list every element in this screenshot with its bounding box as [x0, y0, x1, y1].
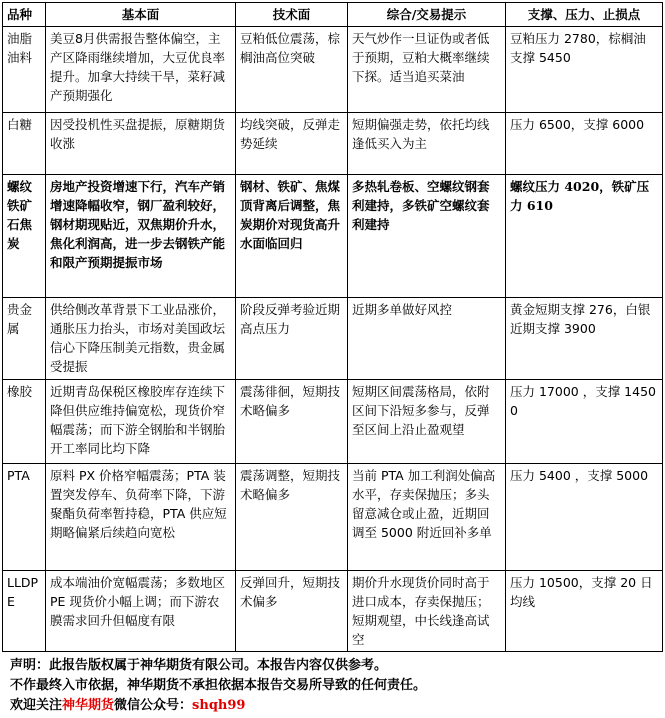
header-commodity: 品种: [3, 3, 46, 27]
row-levels: 豆粕压力 2780，棕榈油支撑 5450: [506, 27, 663, 113]
row-summary: 期价升水现货价同时高于进口成本，存卖保抛压；短期观望，中长线逢高试空: [348, 571, 506, 652]
brand-name: 神华期货: [62, 698, 115, 713]
row-commodity-name: PTA: [3, 464, 46, 571]
wechat-label: 微信公众号：: [114, 698, 193, 713]
row-summary: 多热轧卷板、空螺纹钢套利建持，多铁矿空螺纹套利建持: [348, 175, 506, 298]
header-summary: 综合/交易提示: [348, 3, 506, 27]
table-row: [3, 27, 663, 113]
row-summary: 短期偏强走势，依托均线逢低买入为主: [348, 113, 506, 175]
row-technical: 震荡调整，短期技术略偏多: [236, 464, 348, 571]
wechat-prefix: 欢迎关注: [10, 698, 63, 713]
row-levels: 压力 6500，支撑 6000: [506, 113, 663, 175]
row-levels: 压力 10500，支撑 20 日均线: [506, 571, 663, 652]
row-levels: 压力 17000 ，支撑 14500: [506, 380, 663, 464]
row-levels: 黄金短期支撑 276，白银近期支撑 3900: [506, 298, 663, 380]
row-summary: 短期区间震荡格局，依附区间下沿短多参与，反弹至区间上沿止盈观望: [348, 380, 506, 464]
row-fundamental: 因受投机性买盘提振，原糖期货收涨: [46, 113, 236, 175]
row-technical: 均线突破，反弹走势延续: [236, 113, 348, 175]
row-commodity-name: 螺纹铁矿石焦炭: [3, 175, 46, 298]
disclaimer-footer: [2, 656, 662, 716]
row-technical: 钢材、铁矿、焦煤顶背离后调整，焦炭期价对现货高升水面临回归: [236, 175, 348, 298]
header-levels: 支撑、压力、止损点: [506, 3, 663, 27]
table-row: [3, 571, 663, 652]
row-levels: 螺纹压力 4020，铁矿压力 610: [506, 175, 663, 298]
table-row: [3, 113, 663, 175]
table-header-row: [3, 3, 663, 27]
row-summary: 当前 PTA 加工利润处偏高水平，存卖保抛压；多头留意减仓或止盈，近期回调至 5000 附近回补多单: [348, 464, 506, 571]
row-fundamental: 原料 PX 价格窄幅震荡；PTA 装置突发停车、负荷率下降，下游聚酯负荷率暂持稳，PTA 供应短期略偏紧后续趋向宽松: [46, 464, 236, 571]
report-container: [2, 2, 662, 716]
row-commodity-name: 油脂油料: [3, 27, 46, 113]
row-summary: 近期多单做好风控: [348, 298, 506, 380]
row-summary: 天气炒作一旦证伪或者低于预期，豆粕大概率继续下探。适当追买菜油: [348, 27, 506, 113]
row-technical: 反弹回升，短期技术偏多: [236, 571, 348, 652]
wechat-line: [10, 696, 662, 716]
wechat-id: shqh99: [192, 698, 246, 713]
row-levels: 压力 5400 ，支撑 5000: [506, 464, 663, 571]
row-commodity-name: 贵金属: [3, 298, 46, 380]
row-fundamental: 近期青岛保税区橡胶库存连续下降但供应维持偏宽松，现货价窄幅震荡；而下游全钢胎和半钢胎开工率同比均下降: [46, 380, 236, 464]
header-technical: 技术面: [236, 3, 348, 27]
commodity-table: [2, 2, 663, 652]
table-row: [3, 380, 663, 464]
disclaimer-line-2: 不作最终入市依据，神华期货不承担依据本报告交易所导致的任何责任。: [10, 678, 427, 693]
row-commodity-name: 橡胶: [3, 380, 46, 464]
row-technical: 阶段反弹考验近期高点压力: [236, 298, 348, 380]
row-technical: 豆粕低位震荡，棕榈油高位突破: [236, 27, 348, 113]
header-fundamental: 基本面: [46, 3, 236, 27]
disclaimer-line-1: 声明：此报告版权属于神华期货有限公司。本报告内容仅供参考。: [10, 658, 388, 673]
row-commodity-name: LLDPE: [3, 571, 46, 652]
row-fundamental: 供给侧改革背景下工业品涨价，通胀压力抬头，市场对美国政坛信心下降压制美元指数，贵金属受提振: [46, 298, 236, 380]
row-fundamental: 成本端油价宽幅震荡；多数地区 PE 现货价小幅上调；而下游农膜需求回升但幅度有限: [46, 571, 236, 652]
table-row: [3, 175, 663, 298]
row-technical: 震荡徘徊，短期技术略偏多: [236, 380, 348, 464]
table-row: [3, 464, 663, 571]
table-row: [3, 298, 663, 380]
row-commodity-name: 白糖: [3, 113, 46, 175]
row-fundamental: 房地产投资增速下行，汽车产销增速降幅收窄，钢厂盈利较好，钢材期现贴近，双焦期价升水，焦化利润高，进一步去钢铁产能和限产预期提振市场: [46, 175, 236, 298]
row-fundamental: 美豆8月供需报告整体偏空，主产区降雨继续增加，大豆优良率提升。加拿大持续干旱，菜籽减产预期强化: [46, 27, 236, 113]
